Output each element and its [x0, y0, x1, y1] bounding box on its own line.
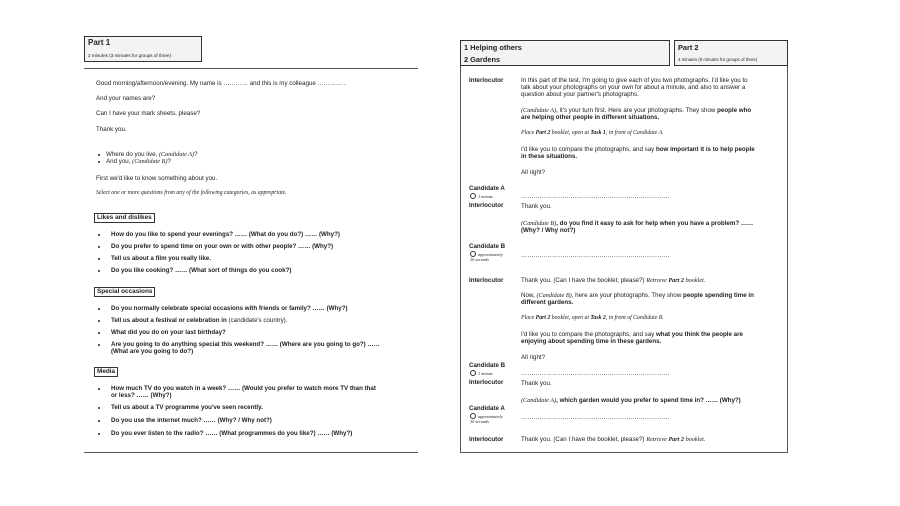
retrieve-booklet: Thank you. (Can I have the booklet, please?) Retrieve Part 2 booklet.	[521, 277, 706, 284]
retrieve-booklet: Thank you. (Can I have the booklet, please?) Retrieve Part 2 booklet.	[521, 436, 706, 443]
media-question: How much TV do you watch in a week? …… (Would you prefer to watch more TV than that	[111, 385, 376, 392]
label-interlocutor: Interlocutor	[469, 202, 504, 209]
part2-subtitle: 4 minutes (6 minutes for groups of three)	[678, 57, 758, 62]
bullet	[98, 420, 100, 422]
timing-one-minute: 1 minute	[470, 370, 493, 376]
candidate-b-question: (Candidate B), do you find it easy to ask for help when you have a problem? ……	[521, 220, 754, 227]
timing-thirty-seconds: 30 seconds	[470, 257, 489, 262]
media-question-cont: or less? …… (Why?)	[111, 392, 172, 399]
part2-title: Part 2	[678, 43, 699, 52]
bullet	[98, 388, 100, 390]
answer-dots: ………………………………………………………………	[521, 414, 670, 421]
question-mark-sheets: Can I have your mark sheets, please?	[96, 110, 201, 117]
timing-one-minute: 1 minute	[470, 193, 493, 199]
intro-line: question about your partner's photographs.	[521, 91, 639, 98]
compare-instruction-1-cont: in these situations.	[521, 153, 578, 160]
occasions-question-cont: (What are you going to do?)	[111, 348, 194, 355]
intro-line: In this part of the test, I'm going to give each of you two photographs. I'd like you to	[521, 77, 748, 84]
answer-dots: ………………………………………………………………	[521, 252, 670, 259]
candidate-a-turn-cont: are helping other people in different situations.	[521, 114, 660, 121]
occasions-question: Are you going to do anything special this weekend? …… (Where are you going to go?) ……	[111, 341, 380, 348]
label-interlocutor: Interlocutor	[469, 277, 504, 284]
task-2-title: 2 Gardens	[464, 55, 501, 64]
place-booklet-task1: Place Part 2 booklet, open at Task 1, in front of Candidate A.	[521, 130, 664, 136]
candidate-b-turn: Now, (Candidate B), here are your photographs. They show people spending time in	[521, 292, 754, 299]
bullet	[98, 161, 100, 163]
likes-question: Do you prefer to spend time on your own or with other people? …… (Why?)	[111, 243, 334, 250]
label-interlocutor: Interlocutor	[469, 436, 504, 443]
clock-icon	[470, 370, 476, 376]
section-media: Media	[94, 367, 118, 377]
intro-line: talk about your photographs on your own for about a minute, and also to answer a	[521, 84, 746, 91]
likes-question: Do you like cooking? …… (What sort of things do you cook?)	[111, 267, 292, 274]
timing-thirty-seconds: 30 seconds	[470, 419, 489, 424]
label-candidate-b: Candidate B	[469, 243, 506, 250]
part2-frame	[460, 40, 788, 453]
section-special-occasions: Special occasions	[94, 287, 155, 297]
answer-dots: ………………………………………………………………	[521, 370, 670, 377]
thank-you: Thank you.	[521, 380, 552, 387]
thank-you: Thank you.	[96, 126, 127, 133]
all-right: All right?	[521, 169, 546, 176]
timing-approximately: approximately	[470, 251, 503, 257]
part1-bottom-rule	[84, 452, 418, 453]
place-booklet-task2: Place Part 2 booklet, open at Task 2, in front of Candidate B.	[521, 315, 664, 321]
bullet	[98, 154, 100, 156]
occasions-question: Do you normally celebrate special occasions with friends or family? …… (Why?)	[111, 305, 348, 312]
part1-subtitle: 2 minutes (3 minutes for groups of three)	[88, 53, 171, 58]
candidate-a-turn: (Candidate A), it's your turn first. Here are your photographs. They show people who	[521, 107, 752, 114]
bullet	[98, 258, 100, 260]
label-interlocutor: Interlocutor	[469, 379, 504, 386]
clock-icon	[470, 193, 476, 199]
bullet	[98, 234, 100, 236]
greeting: Good morning/afternoon/evening. My name is ………… and this is my colleague ………… .	[96, 80, 346, 87]
ask-candidate-b: And you, (Candidate B)?	[106, 158, 171, 165]
select-instruction: Select one or more questions from any of the following categories, as appropriate.	[96, 190, 287, 196]
label-candidate-b: Candidate B	[469, 362, 506, 369]
thank-you: Thank you.	[521, 203, 552, 210]
bullet	[98, 320, 100, 322]
compare-instruction-1: I'd like you to compare the photographs, and say how important it is to help people	[521, 146, 755, 153]
media-question: Do you ever listen to the radio? …… (What programmes do you like?) …… (Why?)	[111, 430, 353, 437]
label-candidate-a: Candidate A	[469, 405, 505, 412]
bullet	[98, 308, 100, 310]
occasions-question: What did you do on your last birthday?	[111, 329, 226, 336]
bullet	[98, 433, 100, 435]
bullet	[98, 332, 100, 334]
ask-candidate-a: Where do you live, (Candidate A)?	[106, 151, 198, 158]
intro-know-you: First we'd like to know something about you.	[96, 175, 218, 182]
label-candidate-a: Candidate A	[469, 185, 505, 192]
part1-top-rule	[84, 68, 418, 69]
bullet	[98, 246, 100, 248]
likes-question: How do you like to spend your evenings? …… (What do you do?) …… (Why?)	[111, 231, 340, 238]
occasions-question: Tell us about a festival or celebration in (candidate's country).	[111, 317, 288, 324]
candidate-b-turn-cont: different gardens.	[521, 299, 574, 306]
bullet	[98, 344, 100, 346]
likes-question: Tell us about a film you really like.	[111, 255, 211, 262]
compare-instruction-2: I'd like you to compare the photographs, and say what you think the people are	[521, 331, 743, 338]
label-interlocutor: Interlocutor	[469, 77, 504, 84]
media-question: Do you use the internet much? …… (Why? / Why not?)	[111, 417, 272, 424]
media-question: Tell us about a TV programme you've seen recently.	[111, 404, 263, 411]
candidate-b-question-cont: (Why? / Why not?)	[521, 227, 576, 234]
section-likes-dislikes: Likes and dislikes	[94, 213, 155, 223]
task-1-title: 1 Helping others	[464, 43, 522, 52]
bullet	[98, 407, 100, 409]
timing-approximately: approximately	[470, 413, 503, 419]
all-right: All right?	[521, 354, 546, 361]
bullet	[98, 270, 100, 272]
compare-instruction-2-cont: enjoying about spending time in these gardens.	[521, 338, 662, 345]
candidate-a-question: (Candidate A), which garden would you prefer to spend time in? …… (Why?)	[521, 397, 741, 404]
question-names: And your names are?	[96, 95, 156, 102]
part1-title: Part 1	[88, 38, 111, 47]
answer-dots: ………………………………………………………………	[521, 193, 670, 200]
